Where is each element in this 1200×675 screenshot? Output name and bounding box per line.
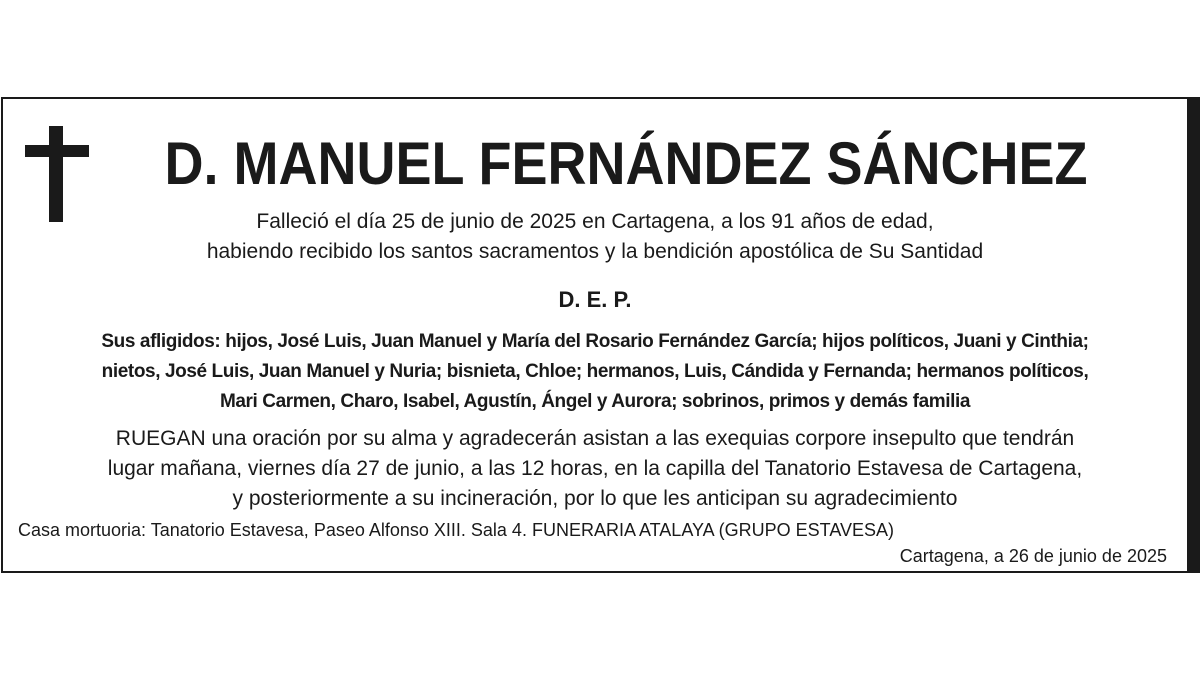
request-line-2: lugar mañana, viernes día 27 de junio, a las 12 horas, en la capilla del Tanatorio Estavesa de Cartagena, [107,457,1083,480]
funeral-home-line: Casa mortuoria: Tanatorio Estavesa, Paseo Alfonso XIII. Sala 4. FUNERARIA ATALAYA (GRUPO ESTAVESA) [18,520,895,540]
right-edge-bar [1189,97,1200,573]
family-line-1: Sus afligidos: hijos, José Luis, Juan Manuel y María del Rosario Fernández García; hijos políticos, Juani y Cinthia; [101,331,1089,352]
dep-heading: D. E. P. [558,287,632,312]
latin-cross-icon [25,126,89,222]
request-line-3: y posteriormente a su incineración, por lo que les anticipan su agradecimiento [232,487,958,510]
request-line-1: RUEGAN una oración por su alma y agradecerán asistan a las exequias corpore insepulto que tendrán [115,427,1075,450]
deceased-name: D. MANUEL FERNÁNDEZ SÁNCHEZ [164,130,1088,197]
family-line-2: nietos, José Luis, Juan Manuel y Nuria; bisnieta, Chloe; hermanos, Luis, Cándida y Fernanda; hermanos políticos, [101,361,1089,382]
death-line-2: habiendo recibido los santos sacramentos y la bendición apostólica de Su Santidad [206,240,984,263]
place-date-line: Cartagena, a 26 de junio de 2025 [899,546,1167,566]
death-line-1: Falleció el día 25 de junio de 2025 en Cartagena, a los 91 años de edad, [256,210,934,233]
family-line-3: Mari Carmen, Charo, Isabel, Agustín, Ángel y Aurora; sobrinos, primos y demás familia [219,391,971,412]
